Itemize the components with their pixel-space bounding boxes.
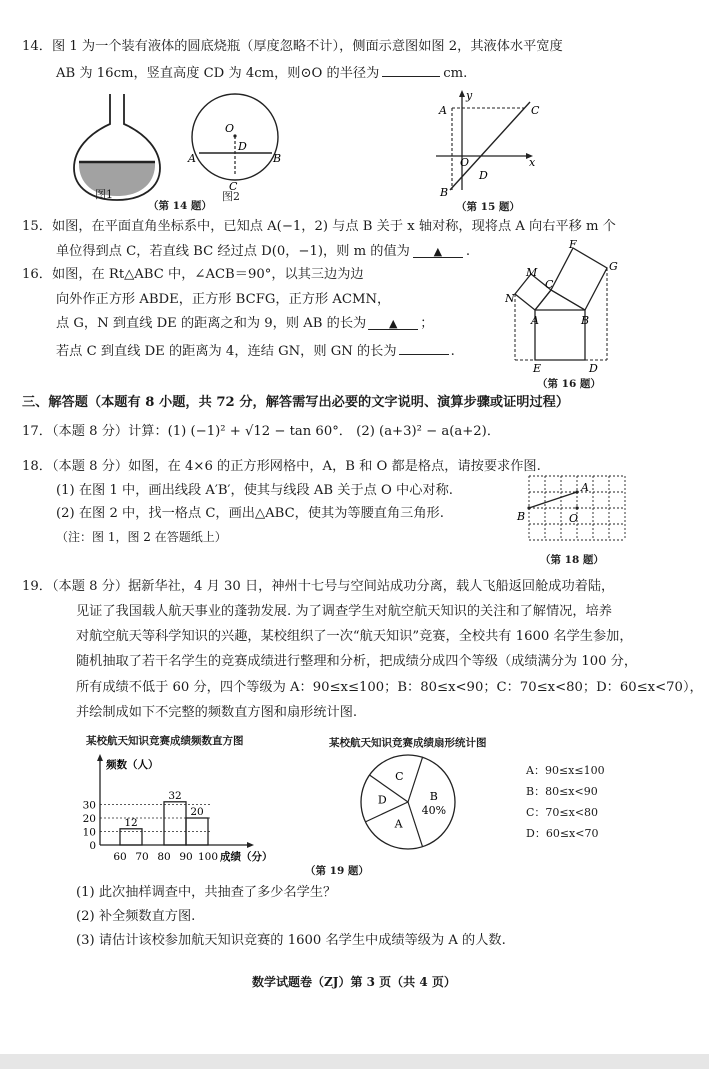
q14-line1: 14．图 1 为一个装有液体的圆底烧瓶（厚度忽略不计），侧面示意图如图 2，其液体水平宽度: [22, 39, 563, 54]
q19-line2: 见证了我国载人航天事业的蓬勃发展. 为了调查学生对航空航天知识的关注和了解情况，培养: [76, 604, 612, 619]
q16-line1: 16．如图，在 Rt△ABC 中，∠ACB＝90°，以其三边为边: [22, 267, 364, 282]
y-axis-arrow-icon: [97, 754, 103, 761]
q16-figure: [505, 238, 635, 378]
histogram-bar-label: 32: [168, 789, 182, 802]
q16-line4: 若点 C 到直线 DE 的距离为 4，连结 GN，则 GN 的长为 .: [56, 340, 455, 361]
q14-pt-O: O: [225, 122, 235, 135]
histogram-x-tick: 90: [179, 851, 193, 862]
q19-sub1: (1) 此次抽样调查中，共抽查了多少名学生？: [76, 885, 337, 900]
q19-line3: 对航空航天等科学知识的兴趣，某校组织了一次“航天知识”竞赛，全校共有 1600 名学生参加，: [76, 629, 633, 644]
pie-legend-item-A: A：90≤x≤100: [526, 764, 605, 777]
histogram-x-tick: 60: [113, 851, 127, 862]
pie-legend-item-C: C：70≤x<80: [526, 806, 599, 819]
q18-line2: (1) 在图 1 中，画出线段 A′B′，使其与线段 AB 关于点 O 中心对称.: [56, 483, 453, 498]
q16-answer-blank-2[interactable]: [399, 340, 449, 355]
q19-line5: 所有成绩不低于 60 分，四个等级为 A：90≤x≤100；B：80≤x<90；C：70≤x<80；D：60≤x<70），: [76, 680, 703, 695]
q15-pt-C: C: [531, 104, 540, 117]
q14-fig1-flask: [70, 92, 165, 207]
q16-pt-E: E: [533, 362, 542, 375]
pie-slice-value-label: 40%: [421, 804, 447, 817]
q16-pt-C: C: [545, 278, 554, 291]
q19-caption: （第 19 题）: [305, 865, 369, 877]
q18-line4: （注：图 1，图 2 在答题纸上）: [56, 530, 227, 544]
histogram-y-tick: 0: [89, 840, 96, 852]
histogram-bar: [164, 802, 186, 845]
q19-line4: 随机抽取了若干名学生的竞赛成绩进行整理和分析，把成绩分成四个等级（成绩满分为 100 分，: [76, 654, 638, 669]
q18-pt-B: B: [517, 510, 526, 523]
q15-line1: 15．如图，在平面直角坐标系中，已知点 A(−1，2) 与点 B 关于 x 轴对称，现将点 A 向右平移 m 个: [22, 219, 616, 234]
q16-pt-N: N: [505, 292, 515, 305]
page-footer: 数学试题卷（ZJ）第 3 页（共 4 页）: [252, 975, 456, 989]
q15-pt-O: O: [460, 156, 470, 169]
q16-line2: 向外作正方形 ABDE，正方形 BCFG，正方形 ACMN，: [56, 292, 391, 307]
pie-slice-label: D: [377, 793, 387, 807]
histogram-y-label: 频数（人）: [106, 759, 159, 771]
q16-pt-A: A: [531, 314, 539, 327]
pie-slice-label: A: [394, 817, 403, 831]
q16-caption: （第 16 题）: [537, 378, 601, 390]
pie-slice-label: C: [395, 770, 404, 784]
q14-fig2-label: 图2: [222, 190, 240, 203]
pie-legend: [526, 760, 605, 844]
q14-pt-B: B: [273, 152, 282, 165]
pie-slice-label: B: [429, 790, 438, 803]
q15-figure: [430, 86, 545, 198]
q15-label-x: x: [529, 156, 536, 169]
q19-sub2: (2) 补全频数直方图.: [76, 909, 196, 924]
histogram-y-tick: 10: [82, 826, 96, 839]
q15-line2: 单位得到点 C，若直线 BC 经过点 D(0，−1)，则 m 的值为 ▲ .: [56, 244, 471, 259]
q14-pt-D: D: [238, 140, 247, 153]
q18-line3: (2) 在图 2 中，找一格点 C，画出△ABC，使其为等腰直角三角形.: [56, 506, 444, 521]
q19-line6: 并绘制成如下不完整的频数直方图和扇形统计图.: [76, 705, 358, 720]
q18-grid-figure: [515, 472, 635, 550]
q16-pt-G: G: [609, 260, 618, 273]
pie-slice-divider: [408, 802, 423, 847]
histogram-y-tick: 30: [82, 799, 96, 812]
q14-fig1-label: 图1: [95, 188, 113, 201]
pie-slice-divider: [408, 757, 423, 802]
q15-pt-D: D: [479, 169, 488, 182]
q19-sub3: (3) 请估计该校参加航天知识竞赛的 1600 名学生中成绩等级为 A 的人数.: [76, 933, 506, 948]
histogram-bar-label: 20: [190, 806, 204, 818]
histogram-x-tick: 80: [157, 851, 171, 862]
bottom-bar: [0, 1054, 709, 1069]
q14-fig2-circle: [185, 92, 285, 192]
q14-pt-A: A: [188, 152, 196, 165]
q17-text: 17．（本题 8 分）计算：(1) (−1)² + √12 − tan 60°． (2) (a+3)² − a(a+2)．: [22, 424, 501, 439]
pie-legend-item-D: D：60≤x<70: [526, 827, 599, 840]
pie-chart: [358, 752, 463, 857]
q15-pt-B: B: [440, 186, 449, 198]
q18-pt-O: O: [569, 512, 579, 525]
q16-pt-D: D: [589, 362, 598, 375]
section3-heading: 三、解答题（本题有 8 小题，共 72 分，解答需写出必要的文字说明、演算步骤或证明过程）: [22, 395, 570, 410]
q19-line1: 19．（本题 8 分）据新华社，4 月 30 日，神州十七号与空间站成功分离，载人飞船返回舱成功着陆，: [22, 579, 615, 594]
histogram-x-tick: 100: [197, 851, 219, 862]
q16-pt-F: F: [569, 238, 577, 251]
histogram-y-tick: 20: [82, 813, 96, 825]
histogram-bar: [120, 829, 142, 845]
q18-caption: （第 18 题）: [540, 554, 604, 566]
q14-pt-C: C: [229, 180, 238, 192]
q16-answer-blank-1[interactable]: ▲: [368, 315, 418, 330]
pie-title: 某校航天知识竞赛成绩扇形统计图: [329, 737, 487, 749]
q15-caption: （第 15 题）: [456, 201, 520, 213]
q16-pt-M: M: [526, 266, 538, 279]
pie-legend-item-B: B：80≤x<90: [526, 785, 598, 798]
q15-answer-blank[interactable]: ▲: [413, 243, 463, 258]
histogram-x-tick: 70: [135, 851, 149, 862]
q18-line1: 18．（本题 8 分）如图，在 4×6 的正方形网格中，A，B 和 O 都是格点，请按要求作图.: [22, 459, 541, 474]
q18-pt-A: A: [581, 481, 589, 494]
histogram-title: 某校航天知识竞赛成绩频数直方图: [86, 735, 244, 747]
q14-line2: AB 为 16cm，竖直高度 CD 为 4cm，则⊙O 的半径为 cm.: [56, 62, 467, 83]
q14-answer-blank[interactable]: [382, 62, 440, 77]
q15-label-y: y: [466, 89, 473, 102]
histogram-bar-label: 12: [124, 816, 138, 829]
x-axis-arrow-icon: [247, 842, 254, 848]
histogram-x-label: 成绩（分）: [220, 851, 273, 862]
q16-pt-B: B: [581, 314, 590, 327]
histogram-chart: [78, 752, 303, 862]
q15-pt-A: A: [439, 104, 447, 117]
q16-line3: 点 G，N 到直线 DE 的距离之和为 9，则 AB 的长为 ▲ ；: [56, 316, 434, 331]
q14-caption: （第 14 题）: [148, 200, 212, 212]
